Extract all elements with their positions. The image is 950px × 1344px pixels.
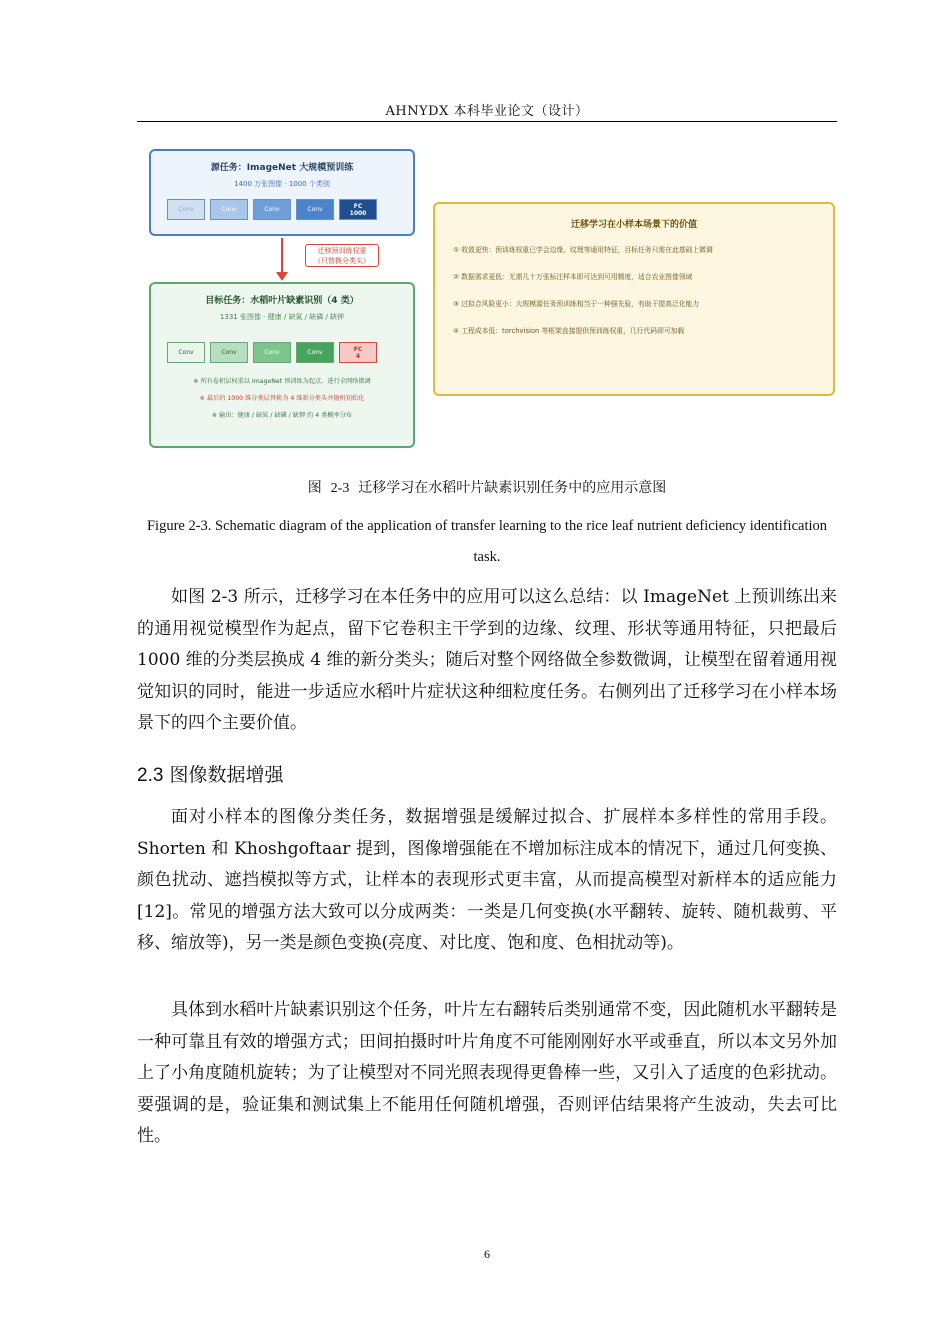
source-layer-conv-1: Conv <box>167 199 205 220</box>
value-item-2: ② 数据需求更低：无需几十万张标注样本即可达到可用精度，适合农业图像领域 <box>453 273 693 281</box>
figure-caption-en: Figure 2-3. Schematic diagram of the application of transfer learning to the rice leaf nutrient deficiency identification task. <box>146 518 828 565</box>
source-layer-conv-3: Conv <box>253 199 291 220</box>
caption-text: 迁移学习在水稻叶片缺素识别任务中的应用示意图 <box>358 480 667 496</box>
running-header: AHNYDX 本科毕业论文（设计） <box>385 104 589 119</box>
target-note-1: ※ 所有卷积层权重以 ImageNet 预训练为起点，进行全网络微调 <box>193 378 371 385</box>
caption-number: 2-3 <box>330 481 350 496</box>
target-task-box <box>149 282 415 448</box>
page-number: 6 <box>484 1247 490 1261</box>
transfer-arrow-head <box>276 272 288 281</box>
paragraph-1: 如图 2-3 所示，迁移学习在本任务中的应用可以这么总结：以 ImageNet 上预训练出来的通用视觉模型作为起点，留下它卷积主干学到的边缘、纹理、形状等通用特征，只把最后 1000 维的分类层换成 4 维的新分类头；随后对整个网络做全参数微调，让模型在留着通用视觉知识的同时，能进一步适应水稻叶片症状这种细粒度任务。右侧列出了迁移学习在小样本场景下的四个主要价值。 <box>137 587 837 733</box>
source-task-box <box>149 149 415 236</box>
value-list <box>453 244 823 352</box>
target-notes <box>159 376 405 427</box>
figure-caption-cn <box>137 477 837 497</box>
target-layer-conv-2: Conv <box>210 342 248 363</box>
source-task-subtitle: 1400 万张图像 · 1000 个类别 <box>234 180 330 188</box>
value-item-4: ④ 工程成本低：torchvision 等框架直接提供预训练权重，几行代码即可加载 <box>453 327 685 335</box>
transfer-arrow-line <box>281 238 283 274</box>
target-note-2: ※ 最后的 1000 维分类层替换为 4 维新分类头并随机初始化 <box>199 395 365 402</box>
transfer-label: 迁移预训练权重 （只替换分类头） <box>305 244 379 267</box>
value-item-1: ① 收敛更快：预训练权重已学会边缘、纹理等通用特征，目标任务只需在此基础上微调 <box>453 246 713 254</box>
target-layer-conv-4: Conv <box>296 342 334 363</box>
paragraph-2: 面对小样本的图像分类任务，数据增强是缓解过拟合、扩展样本多样性的常用手段。Shorten 和 Khoshgoftaar 提到，图像增强能在不增加标注成本的情况下，通过几何变换、颜色扰动、遮挡模拟等方式，让样本的表现形式更丰富，从而提高模型对新样本的适应能力[12]。常见的增强方法大致可以分成两类：一类是几何变换(水平翻转、旋转、随机裁剪、平移、缩放等)，另一类是颜色变换(亮度、对比度、饱和度、色相扰动等)。 <box>137 807 837 953</box>
header-rule <box>137 121 837 122</box>
target-layer-fc: FC 4 <box>339 342 377 363</box>
source-layer-fc: FC 1000 <box>339 199 377 220</box>
target-note-3: ※ 输出：健康 / 缺氮 / 缺磷 / 缺钾 的 4 类概率分布 <box>211 412 353 419</box>
section-title: 图像数据增强 <box>169 764 284 786</box>
section-heading <box>137 760 283 787</box>
section-number: 2.3 <box>137 765 164 786</box>
value-box <box>433 202 835 396</box>
source-layer-conv-2: Conv <box>210 199 248 220</box>
value-box-title: 迁移学习在小样本场景下的价值 <box>570 220 697 230</box>
target-task-subtitle: 1331 张图像 · 健康 / 缺氮 / 缺磷 / 缺钾 <box>219 313 345 321</box>
source-layer-stack <box>167 199 377 220</box>
source-layer-conv-4: Conv <box>296 199 334 220</box>
paragraph-3: 具体到水稻叶片缺素识别这个任务，叶片左右翻转后类别通常不变，因此随机水平翻转是一种可靠且有效的增强方式；田间拍摄时叶片角度不可能刚刚好水平或垂直，所以本文另外加上了小角度随机旋转；为了让模型对不同光照表现得更鲁棒一些，又引入了适度的色彩扰动。要强调的是，验证集和测试集上不能用任何随机增强，否则评估结果将产生波动，失去可比性。 <box>137 1000 837 1146</box>
caption-prefix: 图 <box>307 480 322 496</box>
target-layer-stack <box>167 342 377 363</box>
target-task-title: 目标任务：水稻叶片缺素识别（4 类） <box>205 296 359 306</box>
value-item-3: ③ 过拟合风险更小：大规模源任务预训练相当于一种强先验，有助于提高泛化能力 <box>453 300 700 308</box>
target-layer-conv-3: Conv <box>253 342 291 363</box>
source-task-title: 源任务：ImageNet 大规模预训练 <box>210 163 354 173</box>
target-layer-conv-1: Conv <box>167 342 205 363</box>
